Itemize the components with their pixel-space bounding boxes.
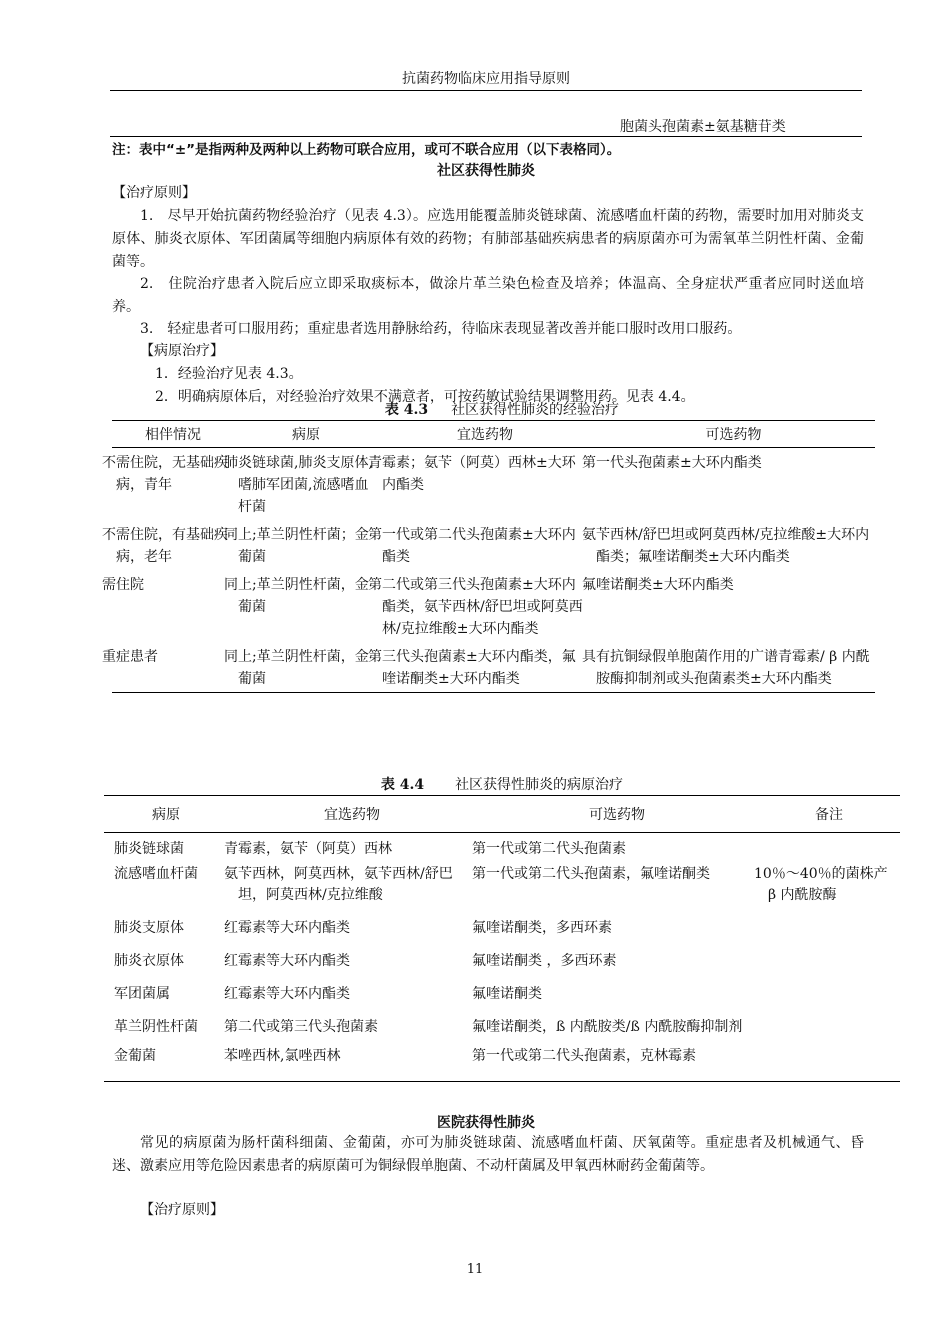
table-cell: 氟喹诺酮类±大环内酯类 bbox=[582, 577, 734, 593]
table-cell: 同上;革兰阴性杆菌，金葡菌 bbox=[224, 577, 369, 615]
table-row bbox=[104, 941, 900, 974]
column-header: 病原 bbox=[104, 796, 228, 833]
table-row bbox=[112, 520, 875, 570]
table-row bbox=[104, 1007, 900, 1040]
table-cell: 第二代或第三代头孢菌素±大环内酯类，氨苄西林/舒巴坦或阿莫西林/克拉维酸±大环内酯类 bbox=[368, 577, 583, 637]
table-cell bbox=[758, 941, 900, 974]
table-cell: 重症患者 bbox=[112, 642, 234, 693]
table-cell: 需住院 bbox=[102, 577, 144, 593]
table-cell: 第二代或第三代头孢菌素 bbox=[224, 1019, 378, 1035]
table-end-rule bbox=[110, 136, 862, 137]
table-cell: 红霉素等大环内酯类 bbox=[224, 953, 350, 969]
table-cell: 流感嗜血杆菌 bbox=[114, 866, 198, 882]
table-row bbox=[104, 908, 900, 941]
table-row bbox=[104, 1040, 900, 1082]
table-row bbox=[112, 448, 875, 521]
table-cell bbox=[758, 833, 900, 863]
table-cell: 氟喹诺酮类，多西环素 bbox=[472, 920, 612, 936]
table-cell: 红霉素等大环内酯类 bbox=[224, 986, 350, 1002]
table-cell: 同上;革兰阴性杆菌；金葡菌 bbox=[224, 527, 369, 565]
column-header: 病原 bbox=[234, 421, 378, 448]
table-cell: 第三代头孢菌素±大环内酯类，氟喹诺酮类±大环内酯类 bbox=[378, 642, 592, 693]
table-cell: 第一代或第二代头孢菌素，氟喹诺酮类 bbox=[472, 866, 710, 882]
page-number: 11 bbox=[466, 1262, 484, 1277]
running-header: 抗菌药物临床应用指导原则 bbox=[402, 71, 570, 87]
table-row bbox=[112, 570, 875, 642]
table-cell: 第一代头孢菌素±大环内酯类 bbox=[582, 455, 762, 471]
table-cell: 军团菌属 bbox=[114, 986, 170, 1002]
table-cell: 红霉素等大环内酯类 bbox=[224, 920, 350, 936]
table-cell bbox=[758, 974, 900, 1007]
pathogen-item-1: 1．经验治疗见表 4.3。 bbox=[155, 366, 303, 382]
table-row bbox=[104, 833, 900, 863]
table-4-3-number: 表 4.3 bbox=[384, 402, 429, 418]
table-cell: 不需住院，有基础疾病，老年 bbox=[102, 527, 228, 565]
table-cell: 肺炎链球菌,肺炎支原体,嗜肺军团菌,流感嗜血杆菌 bbox=[224, 455, 373, 515]
section-title-cap: 社区获得性肺炎 bbox=[437, 163, 535, 179]
pathogen-treatment-label: 【病原治疗】 bbox=[140, 343, 224, 359]
column-header: 可选药物 bbox=[476, 796, 758, 833]
header-rule bbox=[110, 90, 862, 91]
column-header: 可选药物 bbox=[592, 421, 875, 448]
table-cell: 第一代或第二代头孢菌素，克林霉素 bbox=[476, 1040, 758, 1082]
column-header: 相伴情况 bbox=[112, 421, 234, 448]
table-4-4-number: 表 4.4 bbox=[380, 777, 425, 793]
table-cell: 氨苄西林/舒巴坦或阿莫西林/克拉维酸±大环内酯类；氟喹诺酮类±大环内酯类 bbox=[582, 527, 870, 565]
table-cell: 不需住院，无基础疾病，青年 bbox=[102, 455, 228, 493]
table-cell: 青霉素，氨苄（阿莫）西林 bbox=[224, 841, 392, 857]
hap-principle-label: 【治疗原则】 bbox=[140, 1202, 224, 1218]
table-cell: 肺炎衣原体 bbox=[114, 953, 184, 969]
principle-2: 2. 住院治疗患者入院后应立即采取痰标本，做涂片革兰染色检查及培养；体温高、全身症状严重者应同时送血培养。 bbox=[112, 276, 864, 315]
table-cell bbox=[758, 908, 900, 941]
principle-3: 3. 轻症患者可口服用药；重症患者选用静脉给药，待临床表现显著改善并能口服时改用口服药。 bbox=[140, 321, 742, 337]
table-cell bbox=[758, 1040, 900, 1082]
table-cell: 金葡菌 bbox=[104, 1040, 228, 1082]
table-4-4-caption bbox=[104, 774, 900, 794]
table-cell: 氟喹诺酮类 ，多西环素 bbox=[472, 953, 617, 969]
treatment-principle-label: 【治疗原则】 bbox=[112, 185, 196, 201]
column-header: 宜选药物 bbox=[228, 796, 476, 833]
table-4-3-caption bbox=[104, 399, 900, 419]
table-cell: 苯唑西林,氯唑西林 bbox=[228, 1040, 476, 1082]
pathogen-item-2: 2．明确病原体后，对经验治疗效果不满意者，可按药敏试验结果调整用药。见表 4.4。 bbox=[155, 389, 695, 405]
table-cell: 具有抗铜绿假单胞菌作用的广谱青霉素/ β 内酰胺酶抑制剂或头孢菌素类±大环内酯类 bbox=[592, 642, 875, 693]
table-cell: 第一代或第二代头孢菌素 bbox=[472, 841, 626, 857]
table-cell: 10％～40％的菌株产 β 内酰胺酶 bbox=[754, 866, 888, 903]
table-cell: 第一代或第二代头孢菌素±大环内酯类 bbox=[368, 527, 576, 565]
table-cell: 同上;革兰阴性杆菌，金葡菌 bbox=[234, 642, 378, 693]
table-cell: 肺炎链球菌 bbox=[114, 841, 184, 857]
hap-intro: 常见的病原菌为肠杆菌科细菌、金葡菌，亦可为肺炎链球菌、流感嗜血杆菌、厌氧菌等。重症患者及机械通气、昏迷、激素应用等危险因素患者的病原菌可为铜绿假单胞菌、不动杆菌属及甲氧西林耐药金葡菌等。 bbox=[112, 1135, 864, 1174]
table-cell: 氟喹诺酮类 bbox=[472, 986, 542, 1002]
table-row bbox=[112, 642, 875, 693]
principle-1: 1. 尽早开始抗菌药物经验治疗（见表 4.3）。应选用能覆盖肺炎链球菌、流感嗜血杆菌的药物，需要时加用对肺炎支原体、肺炎衣原体、军团菌属等细胞内病原体有效的药物；有肺部基础疾病患者的病原菌亦可为需氧革兰阴性杆菌、金葡菌等。 bbox=[112, 208, 864, 270]
carry-over-text: 胞菌头孢菌素±氨基糖苷类 bbox=[620, 119, 786, 135]
table-4-4-title: 社区获得性肺炎的病原治疗 bbox=[455, 777, 624, 793]
table-note: 注：表中“±”是指两种及两种以上药物可联合应用，或可不联合应用（以下表格同）。 bbox=[112, 142, 621, 158]
table-cell bbox=[758, 1007, 900, 1040]
table-4-4 bbox=[104, 795, 900, 1082]
table-4-3 bbox=[102, 420, 875, 693]
table-cell: 青霉素；氨苄（阿莫）西林±大环内酯类 bbox=[368, 455, 576, 493]
table-cell: 氨苄西林，阿莫西林，氨苄西林/舒巴坦，阿莫西林/克拉维酸 bbox=[224, 866, 453, 903]
column-header: 宜选药物 bbox=[378, 421, 592, 448]
table-row bbox=[104, 974, 900, 1007]
section-title-hap: 医院获得性肺炎 bbox=[437, 1115, 535, 1131]
table-4-3-title: 社区获得性肺炎的经验治疗 bbox=[451, 402, 620, 418]
column-header: 备注 bbox=[758, 796, 900, 833]
table-cell: 氟喹诺酮类，ß 内酰胺类/ß 内酰胺酶抑制剂 bbox=[472, 1019, 743, 1035]
table-row bbox=[104, 862, 900, 908]
table-cell: 革兰阴性杆菌 bbox=[114, 1019, 198, 1035]
table-cell: 肺炎支原体 bbox=[114, 920, 184, 936]
